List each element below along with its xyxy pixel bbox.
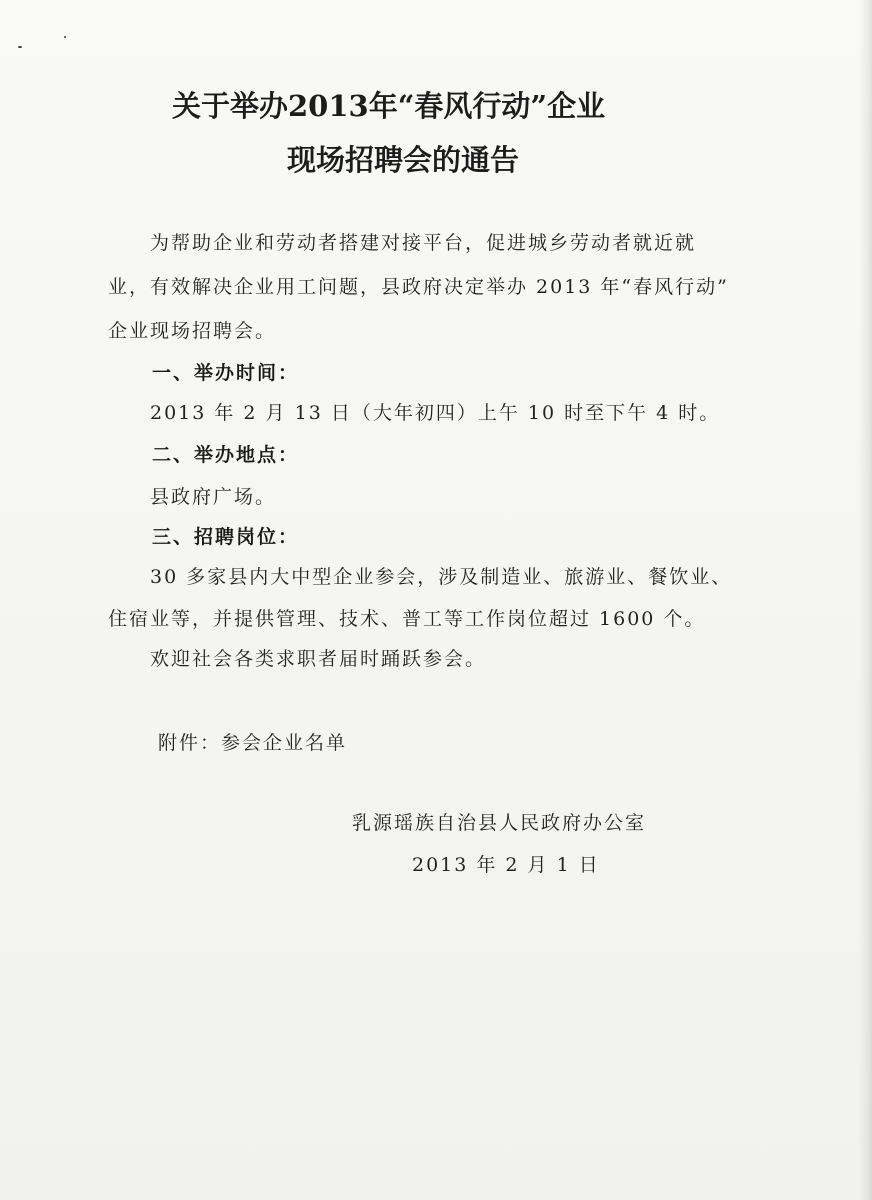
document-title-line-1: 关于举办2013年“春风行动”企业	[172, 89, 606, 123]
intro-paragraph-line-1: 为帮助企业和劳动者搭建对接平台，促进城乡劳动者就近就	[150, 232, 697, 254]
document-title-line-2: 现场招聘会的通告	[287, 143, 520, 177]
section-heading-location: 二、举办地点：	[152, 444, 300, 466]
welcome-line: 欢迎社会各类求职者届时踊跃参会。	[150, 648, 487, 670]
intro-paragraph-line-3: 企业现场招聘会。	[108, 320, 277, 342]
section-body-time: 2013 年 2 月 13 日（大年初四）上午 10 时至下午 4 时。	[150, 402, 721, 424]
section-heading-time: 一、举办时间：	[152, 362, 300, 384]
attachment-line: 附件：参会企业名单	[158, 732, 348, 754]
section-body-positions-line-1: 30 多家县内大中型企业参会，涉及制造业、旅游业、餐饮业、	[150, 566, 733, 588]
intro-paragraph-line-2: 业，有效解决企业用工问题，县政府决定举办 2013 年“春风行动”	[108, 276, 729, 298]
section-heading-positions: 三、招聘岗位：	[152, 526, 300, 548]
section-body-positions-line-2: 住宿业等，并提供管理、技术、普工等工作岗位超过 1600 个。	[108, 608, 706, 630]
section-body-location: 县政府广场。	[150, 486, 277, 508]
issue-date: 2013 年 2 月 1 日	[412, 854, 600, 876]
scan-speck	[64, 36, 66, 38]
page-edge-shadow	[858, 0, 872, 1200]
scan-speck	[18, 46, 22, 48]
issuer-signature: 乳源瑶族自治县人民政府办公室	[352, 812, 647, 834]
